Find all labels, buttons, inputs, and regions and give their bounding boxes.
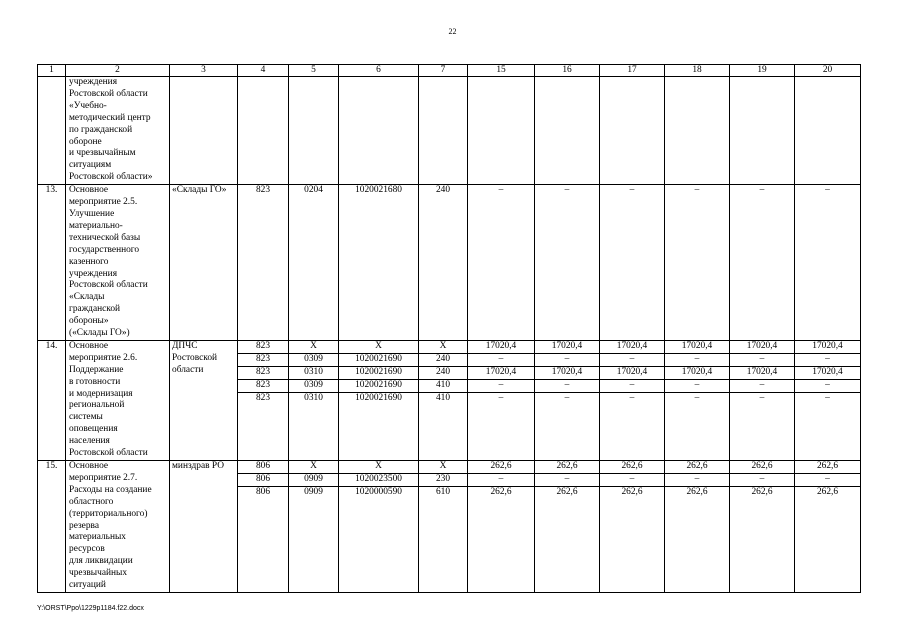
activity-name-cell-line: государственного [69,244,140,255]
activity-name-cell-line: (территориального) [69,508,148,519]
executor-cell [170,340,238,460]
activity-name-cell-line: Улучшение [69,208,115,219]
code-cell-value: 806 [255,461,271,471]
activity-name-cell-line: мероприятие 2.7. [69,472,138,483]
code-cell-value: 1020021690 [339,353,418,366]
activity-name-cell-line: и чрезвычайным [69,148,136,159]
value-cell [730,461,795,593]
activity-name-cell [66,185,170,341]
table-row [38,340,861,460]
value-cell-value: 262,6 [730,486,794,499]
value-cell-value: 262,6 [665,486,729,499]
activity-name-cell-line: учреждения [69,268,118,279]
activity-name-cell-line: обороне [69,136,102,147]
activity-name-cell-line: и модернизация [69,388,133,399]
code-cell-value: 823 [238,392,288,405]
code-cell-value: 230 [419,473,467,486]
table-header-row [38,65,861,77]
executor-cell-line: минздрав РО [172,461,224,471]
code-cell-value: 823 [238,366,288,379]
value-cell-value: 17020,4 [600,366,664,379]
value-cell [665,461,730,593]
code-cell-value: 823 [238,353,288,366]
value-cell-value: – [468,379,534,392]
value-cell-value: 17020,4 [468,366,534,379]
row-number-cell: 13. [38,185,66,341]
code-cell-value: Х [439,461,447,471]
code-cell-value: Х [375,340,382,351]
code-cell-value: 806 [238,473,288,486]
activity-name-cell-line: региональной [69,400,125,411]
value-cell-value: 262,6 [816,461,839,471]
row-number-cell: 14. [38,340,66,460]
executor-cell [170,185,238,341]
value-cell-value: 17020,4 [535,366,599,379]
code-cell [419,461,468,593]
code-cell: 240 [419,185,468,341]
activity-name-cell-line: Ростовской области [69,88,148,99]
activity-name-cell-line: системы [69,412,103,423]
code-cell [238,461,289,593]
value-cell-value: – [730,473,794,486]
value-cell-value: – [795,473,860,486]
activity-name-cell-line: Расходы на создание [69,484,152,495]
row-number-cell: 15. [38,461,66,593]
empty-cell [600,77,665,185]
executor-cell-line: Ростовской [172,352,218,363]
column-number-header: 5 [289,65,339,77]
value-cell [600,461,665,593]
value-cell: – [535,185,600,341]
activity-name-cell-line: мероприятие 2.6. [69,352,138,363]
code-cell-value: 0909 [289,473,338,486]
value-cell-value: – [535,353,599,366]
code-cell [289,461,339,593]
activity-name-cell-line: Основное [69,340,109,351]
budget-table [37,64,861,593]
value-cell: – [665,185,730,341]
empty-cell [665,77,730,185]
column-number-header: 4 [238,65,289,77]
file-path-footer: Y:\ORST\Ppo\1229p1184.f22.docx [37,605,144,612]
code-cell-value: Х [439,340,447,351]
column-number-header: 18 [665,65,730,77]
value-cell-value: – [535,473,599,486]
page-number: 22 [448,27,457,36]
activity-name-cell-line: учреждения [69,77,118,87]
value-cell-value: 262,6 [795,486,860,499]
column-number-header: 1 [38,65,66,77]
code-cell-value: Х [310,461,317,471]
activity-name-cell-line: Ростовской области» [69,172,153,183]
code-cell [289,340,339,460]
value-cell: – [468,185,535,341]
executor-cell-line: области [172,364,204,375]
column-number-header: 17 [600,65,665,77]
code-cell-value: 240 [419,353,467,366]
activity-name-cell-line: оповещения [69,424,118,435]
executor-cell [170,461,238,593]
activity-name-cell-line: чрезвычайных [69,568,128,579]
empty-cell [339,77,419,185]
value-cell-value: – [535,379,599,392]
column-number-header: 16 [535,65,600,77]
value-cell-value: 262,6 [600,486,664,499]
code-cell-value: 1020021690 [339,392,418,405]
value-cell-value: 17020,4 [812,340,843,351]
value-cell-value: – [600,392,664,405]
activity-name-cell [66,77,170,185]
code-cell-value: 0310 [289,366,338,379]
activity-name-cell-line: в готовности [69,376,121,387]
activity-name-cell-line: («Склады ГО») [69,328,130,339]
code-cell-value: 0309 [289,353,338,366]
code-cell-value: 410 [419,379,467,392]
table-row [38,461,861,593]
value-cell-value: – [600,379,664,392]
value-cell-value: – [600,473,664,486]
activity-name-cell-line: ресурсов [69,544,105,555]
value-cell-value: – [468,473,534,486]
value-cell: – [795,185,861,341]
value-cell-value: – [535,392,599,405]
value-cell [600,340,665,460]
value-cell-value: 17020,4 [665,366,729,379]
value-cell-value: 262,6 [556,461,578,471]
value-cell-value: – [795,392,860,405]
value-cell-value: 262,6 [686,461,708,471]
activity-name-cell-line: технической базы [69,232,141,243]
column-number-header: 15 [468,65,535,77]
column-number-header: 6 [339,65,419,77]
activity-name-cell-line: казенного [69,256,109,267]
empty-cell [170,77,238,185]
activity-name-cell-line: методический центр [69,112,151,123]
table-row [38,77,861,185]
value-cell-value: – [795,353,860,366]
code-cell-value: 0909 [289,486,338,499]
code-cell-value: 1020023500 [339,473,418,486]
activity-name-cell-line: по гражданской [69,124,133,135]
activity-name-cell-line: для ликвидации [69,556,133,567]
code-cell-value: 1020000590 [339,486,418,499]
column-number-header: 7 [419,65,468,77]
value-cell-value: – [730,392,794,405]
code-cell [339,461,419,593]
empty-cell [238,77,289,185]
activity-name-cell-line: резерва [69,520,99,531]
activity-name-cell-line: «Учебно- [69,100,107,111]
code-cell-value: 240 [419,366,467,379]
empty-cell [535,77,600,185]
activity-name-cell-line: населения [69,436,110,447]
activity-name-cell [66,340,170,460]
executor-cell-line: ДПЧС [172,340,198,351]
activity-name-cell-line: областного [69,496,114,507]
value-cell-value: – [468,392,534,405]
column-number-header: 19 [730,65,795,77]
code-cell: 1020021680 [339,185,419,341]
value-cell-value: 262,6 [621,461,643,471]
activity-name-cell-line: мероприятие 2.5. [69,197,138,208]
code-cell-value: 0310 [289,392,338,405]
value-cell-value: – [600,353,664,366]
code-cell [339,340,419,460]
activity-name-cell-line: ситуациям [69,160,112,171]
value-cell [535,340,600,460]
value-cell-value: – [665,473,729,486]
code-cell-value: Х [375,461,382,471]
code-cell [419,340,468,460]
activity-name-cell-line: обороны» [69,316,109,327]
value-cell-value: 17020,4 [795,366,860,379]
activity-name-cell-line: материально- [69,220,123,231]
code-cell-value: 823 [255,340,271,351]
value-cell-value: – [665,392,729,405]
value-cell-value: 17020,4 [681,340,713,351]
empty-cell [289,77,339,185]
code-cell-value: Х [310,340,317,351]
code-cell-value: 1020021690 [339,366,418,379]
column-number-header: 2 [66,65,170,77]
code-cell-value: 0309 [289,379,338,392]
activity-name-cell [66,461,170,593]
value-cell-value: – [665,353,729,366]
value-cell: – [730,185,795,341]
table-row [38,185,861,341]
activity-name-cell-line: Ростовской области [69,448,148,459]
value-cell-value: 17020,4 [746,340,778,351]
code-cell: 0204 [289,185,339,341]
code-cell-value: 823 [238,379,288,392]
empty-cell [468,77,535,185]
activity-name-cell-line: ситуаций [69,580,106,591]
value-cell-value: – [730,379,794,392]
code-cell-value: 410 [419,392,467,405]
code-cell-value: 806 [238,486,288,499]
activity-name-cell-line: материальных [69,532,126,543]
empty-cell [730,77,795,185]
value-cell [665,340,730,460]
table-body [38,65,861,593]
empty-cell [795,77,861,185]
value-cell [468,461,535,593]
activity-name-cell-line: Основное [69,185,109,196]
value-cell-value: 262,6 [751,461,773,471]
value-cell-value: – [795,379,860,392]
value-cell-value: – [665,379,729,392]
activity-name-cell-line: Поддержание [69,364,124,375]
value-cell-value: 262,6 [490,461,512,471]
code-cell: 823 [238,185,289,341]
column-number-header: 20 [795,65,861,77]
value-cell-value: 17020,4 [485,340,517,351]
code-cell [238,340,289,460]
value-cell [730,340,795,460]
value-cell-value: 262,6 [468,486,534,499]
empty-cell [419,77,468,185]
value-cell [795,461,861,593]
row-number-cell [38,77,66,185]
activity-name-cell-line: Основное [69,461,109,471]
code-cell-value: 1020021690 [339,379,418,392]
value-cell-value: 17020,4 [551,340,583,351]
activity-name-cell-line: «Склады [69,292,105,303]
value-cell-value: – [468,353,534,366]
value-cell-value: – [730,353,794,366]
value-cell [535,461,600,593]
value-cell-value: 262,6 [535,486,599,499]
column-number-header: 3 [170,65,238,77]
value-cell [795,340,861,460]
value-cell-value: 17020,4 [616,340,648,351]
code-cell-value: 610 [419,486,467,499]
activity-name-cell-line: Ростовской области [69,280,148,291]
activity-name-cell-line: гражданской [69,304,121,315]
executor-cell-line: «Склады ГО» [172,185,227,196]
value-cell-value: 17020,4 [730,366,794,379]
value-cell: – [600,185,665,341]
value-cell [468,340,535,460]
